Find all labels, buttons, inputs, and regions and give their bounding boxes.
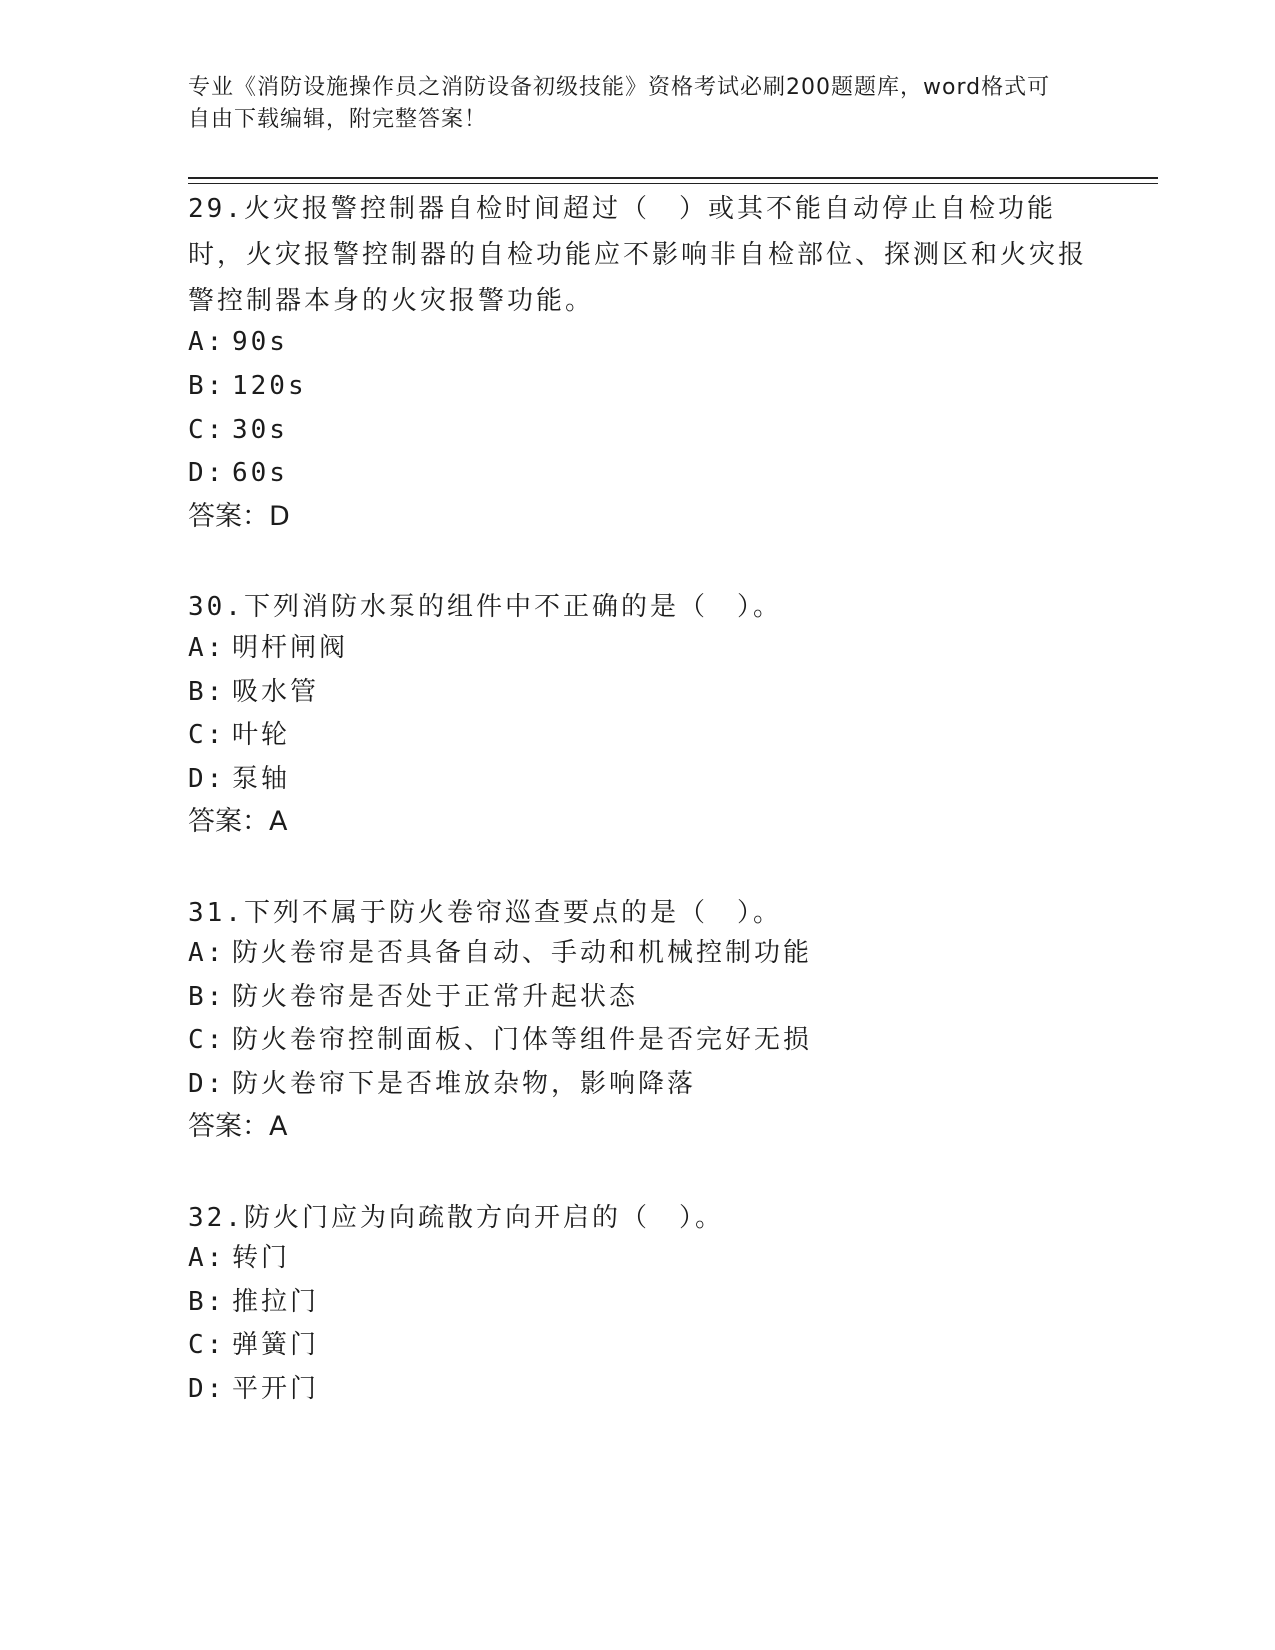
option-key: D: [188, 764, 226, 794]
answer-line: 答案：A [188, 806, 288, 837]
option-key: C: [188, 1025, 226, 1055]
option-text: 转门 [232, 1243, 291, 1273]
option-b [188, 677, 319, 707]
option-c [188, 415, 288, 445]
option-key: C: [188, 415, 226, 445]
document-header: 专业《消防设施操作员之消防设备初级技能》资格考试必刷200题题库，word格式可自由下载编辑，附完整答案！ [188, 75, 1051, 132]
option-d [188, 1069, 696, 1099]
option-a [188, 327, 288, 357]
option-key: A: [188, 327, 226, 357]
question-stem: 32.防火门应为向疏散方向开启的（ ）。 [188, 1203, 724, 1233]
option-d [188, 1374, 319, 1404]
option-b [188, 1287, 319, 1317]
option-key: B: [188, 982, 226, 1012]
option-key: C: [188, 720, 226, 750]
option-a [188, 938, 812, 968]
header-divider-thin [188, 183, 1158, 184]
option-key: A: [188, 633, 226, 663]
option-text: 防火卷帘是否具备自动、手动和机械控制功能 [232, 938, 813, 968]
header-divider-thick [188, 177, 1158, 179]
option-key: B: [188, 1287, 226, 1317]
option-text: 吸水管 [232, 677, 320, 707]
option-text: 平开门 [232, 1374, 320, 1404]
option-key: A: [188, 1243, 226, 1273]
option-text: 30s [232, 415, 288, 445]
option-key: D: [188, 458, 226, 488]
option-key: D: [188, 1374, 226, 1404]
option-text: 防火卷帘控制面板、门体等组件是否完好无损 [232, 1025, 813, 1055]
option-text: 推拉门 [232, 1287, 320, 1317]
answer-line: 答案：D [188, 501, 290, 532]
option-text: 叶轮 [232, 720, 291, 750]
option-b [188, 982, 638, 1012]
option-key: B: [188, 677, 226, 707]
option-text: 防火卷帘是否处于正常升起状态 [232, 982, 639, 1012]
question-stem: 29.火灾报警控制器自检时间超过（ ）或其不能自动停止自检功能时，火灾报警控制器的自检功能应不影响非自检部位、探测区和火灾报警控制器本身的火灾报警功能。 [188, 194, 1088, 316]
option-text: 90s [232, 327, 288, 357]
option-a [188, 1243, 290, 1273]
option-key: B: [188, 371, 226, 401]
option-d [188, 458, 288, 488]
option-key: C: [188, 1330, 226, 1360]
option-c [188, 720, 290, 750]
option-a [188, 633, 348, 663]
option-text: 防火卷帘下是否堆放杂物，影响降落 [232, 1069, 697, 1099]
option-c [188, 1330, 319, 1360]
option-b [188, 371, 307, 401]
option-text: 弹簧门 [232, 1330, 320, 1360]
option-d [188, 764, 290, 794]
option-text: 120s [232, 371, 307, 401]
answer-line: 答案：A [188, 1111, 288, 1142]
option-c [188, 1025, 812, 1055]
option-text: 60s [232, 458, 288, 488]
question-stem: 30.下列消防水泵的组件中不正确的是（ ）。 [188, 592, 782, 622]
option-text: 明杆闸阀 [232, 633, 349, 663]
question-stem: 31.下列不属于防火卷帘巡查要点的是（ ）。 [188, 898, 782, 928]
option-key: A: [188, 938, 226, 968]
option-key: D: [188, 1069, 226, 1099]
option-text: 泵轴 [232, 764, 291, 794]
